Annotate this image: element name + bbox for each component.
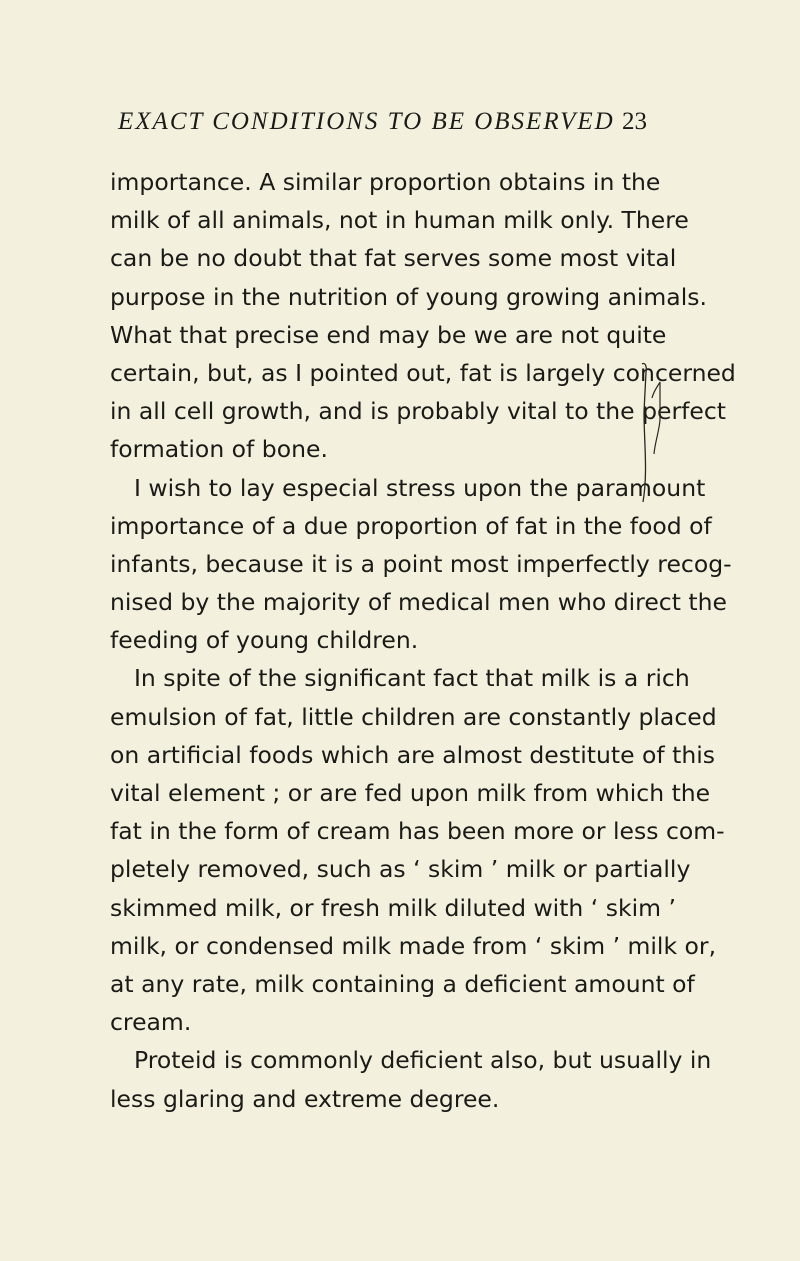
text-line: formation of bone. [110,435,328,464]
text-line: I wish to lay especial stress upon the paramount [134,473,706,502]
running-title: EXACT CONDITIONS TO BE OBSERVED [118,108,615,135]
text-line: In spite of the significant fact that milk is a rich [134,664,690,693]
text-line: skimmed milk, or fresh milk diluted with ‘ skim ’ [110,893,676,922]
text-line: importance. A similar proportion obtains in the [110,168,661,196]
text-line: milk of all animals, not in human milk only. There [110,206,689,235]
text-line: can be no doubt that fat serves some most vital [110,244,677,273]
text-line: emulsion of fat, little children are constantly placed [110,702,717,731]
text-line: fat in the form of cream has been more or less com- [110,817,725,846]
text-line: purpose in the nutrition of young growing animals. [110,282,707,311]
text-line: cream. [110,1008,192,1037]
text-line: milk, or condensed milk made from ‘ skim ’ milk or, [110,931,717,960]
text-line: infants, because it is a point most imperfectly recog- [110,549,732,578]
paragraph-2 [110,469,732,660]
text-line: feeding of young children. [110,626,419,655]
text-line: Proteid is commonly deficient also, but usually in [134,1046,712,1075]
pencil-margin-mark [640,362,664,504]
text-line: importance of a due proportion of fat in the food of [110,511,712,540]
running-head [0,108,800,148]
text-line: vital element ; or are fed upon milk from which the [110,779,711,807]
body-text [110,163,736,1118]
text-line: What that precise end may be we are not quite [110,320,667,349]
page-number: 23 [622,108,647,135]
text-line: nised by the majority of medical men who direct the [110,588,727,617]
text-line: at any rate, milk containing a deficient amount of [110,969,695,998]
paragraph-1 [110,163,736,469]
paragraph-3 [110,659,725,1041]
text-line: on artificial foods which are almost destitute of this [110,740,715,769]
text-line: certain, but, as I pointed out, fat is largely concerned [110,358,736,387]
text-line: less glaring and extreme degree. [110,1084,500,1113]
text-line: pletely removed, such as ‘ skim ’ milk or partially [110,855,691,884]
paragraph-4 [110,1041,712,1117]
text-line: in all cell growth, and is probably vital to the perfect [110,397,726,426]
